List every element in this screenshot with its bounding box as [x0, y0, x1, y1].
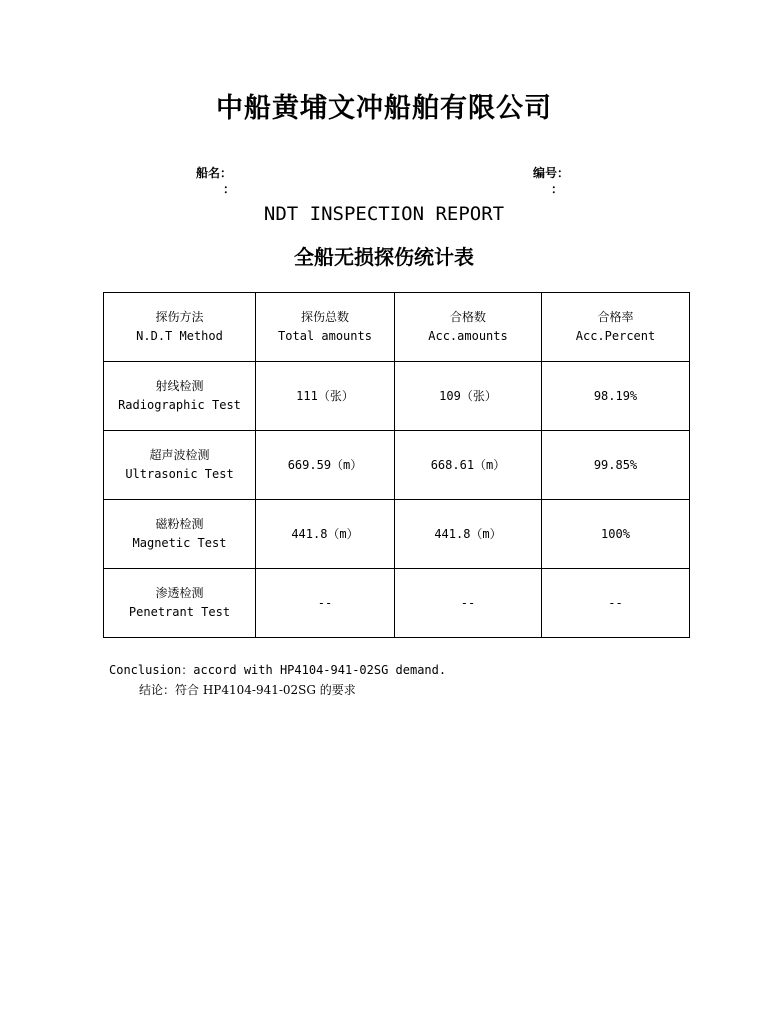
acc-cell: 441.8（m） — [395, 500, 542, 569]
method-en: Radiographic Test — [118, 398, 241, 412]
method-cn: 超声波检测 — [149, 448, 210, 462]
header-total — [256, 293, 395, 362]
total-cell: 669.59（m） — [256, 431, 395, 500]
total-cell: 441.8（m） — [256, 500, 395, 569]
header-percent — [542, 293, 690, 362]
method-en: Penetrant Test — [128, 605, 231, 619]
header-acc-cn: 合格数 — [449, 310, 486, 324]
company-title: 中船黄埔文冲船舶有限公司 — [216, 93, 552, 124]
acc-cell: 109（张） — [395, 362, 542, 431]
total-cell: 111（张） — [256, 362, 395, 431]
percent-cell: -- — [542, 569, 690, 638]
conclusion-cn: 结论：符合 HP4104-941-02SG 的要求 — [139, 683, 356, 697]
header-acc — [395, 293, 542, 362]
method-en: Magnetic Test — [132, 536, 227, 550]
table-row — [104, 500, 690, 569]
header-acc-en: Acc.amounts — [428, 329, 508, 343]
total-cell: -- — [256, 569, 395, 638]
header-method-cn: 探伤方法 — [155, 310, 204, 324]
report-title-en: NDT INSPECTION REPORT — [263, 203, 505, 225]
acc-cell: -- — [395, 569, 542, 638]
table-row — [104, 431, 690, 500]
method-en: Ultrasonic Test — [125, 467, 234, 481]
table-row — [104, 569, 690, 638]
serial-number-label: 编号： — [533, 166, 570, 180]
acc-cell: 668.61（m） — [395, 431, 542, 500]
table-header-row — [104, 293, 690, 362]
header-method — [104, 293, 256, 362]
method-cn: 渗透检测 — [155, 586, 204, 600]
header-total-cn: 探伤总数 — [300, 310, 349, 324]
percent-cell: 100% — [542, 500, 690, 569]
method-cn: 磁粉检测 — [155, 517, 204, 531]
method-cn: 射线检测 — [155, 379, 204, 393]
method-cell — [104, 431, 256, 500]
ship-name-label: 船名： — [196, 166, 233, 180]
serial-number-value: ： — [551, 182, 564, 196]
header-percent-en: Acc.Percent — [575, 329, 656, 343]
method-cell — [104, 362, 256, 431]
method-cell — [104, 500, 256, 569]
percent-cell: 99.85% — [542, 431, 690, 500]
conclusion-en: Conclusion：accord with HP4104-941-02SG demand. — [109, 663, 447, 677]
conclusion — [109, 660, 446, 700]
method-cell — [104, 569, 256, 638]
report-title-cn: 全船无损探伤统计表 — [294, 245, 474, 269]
header-total-en: Total amounts — [278, 329, 372, 343]
header-percent-cn: 合格率 — [597, 310, 634, 324]
table-row — [104, 362, 690, 431]
percent-cell: 98.19% — [542, 362, 690, 431]
header-method-en: N.D.T Method — [136, 329, 223, 343]
ship-name-value: ： — [223, 182, 236, 196]
inspection-table — [103, 292, 690, 638]
